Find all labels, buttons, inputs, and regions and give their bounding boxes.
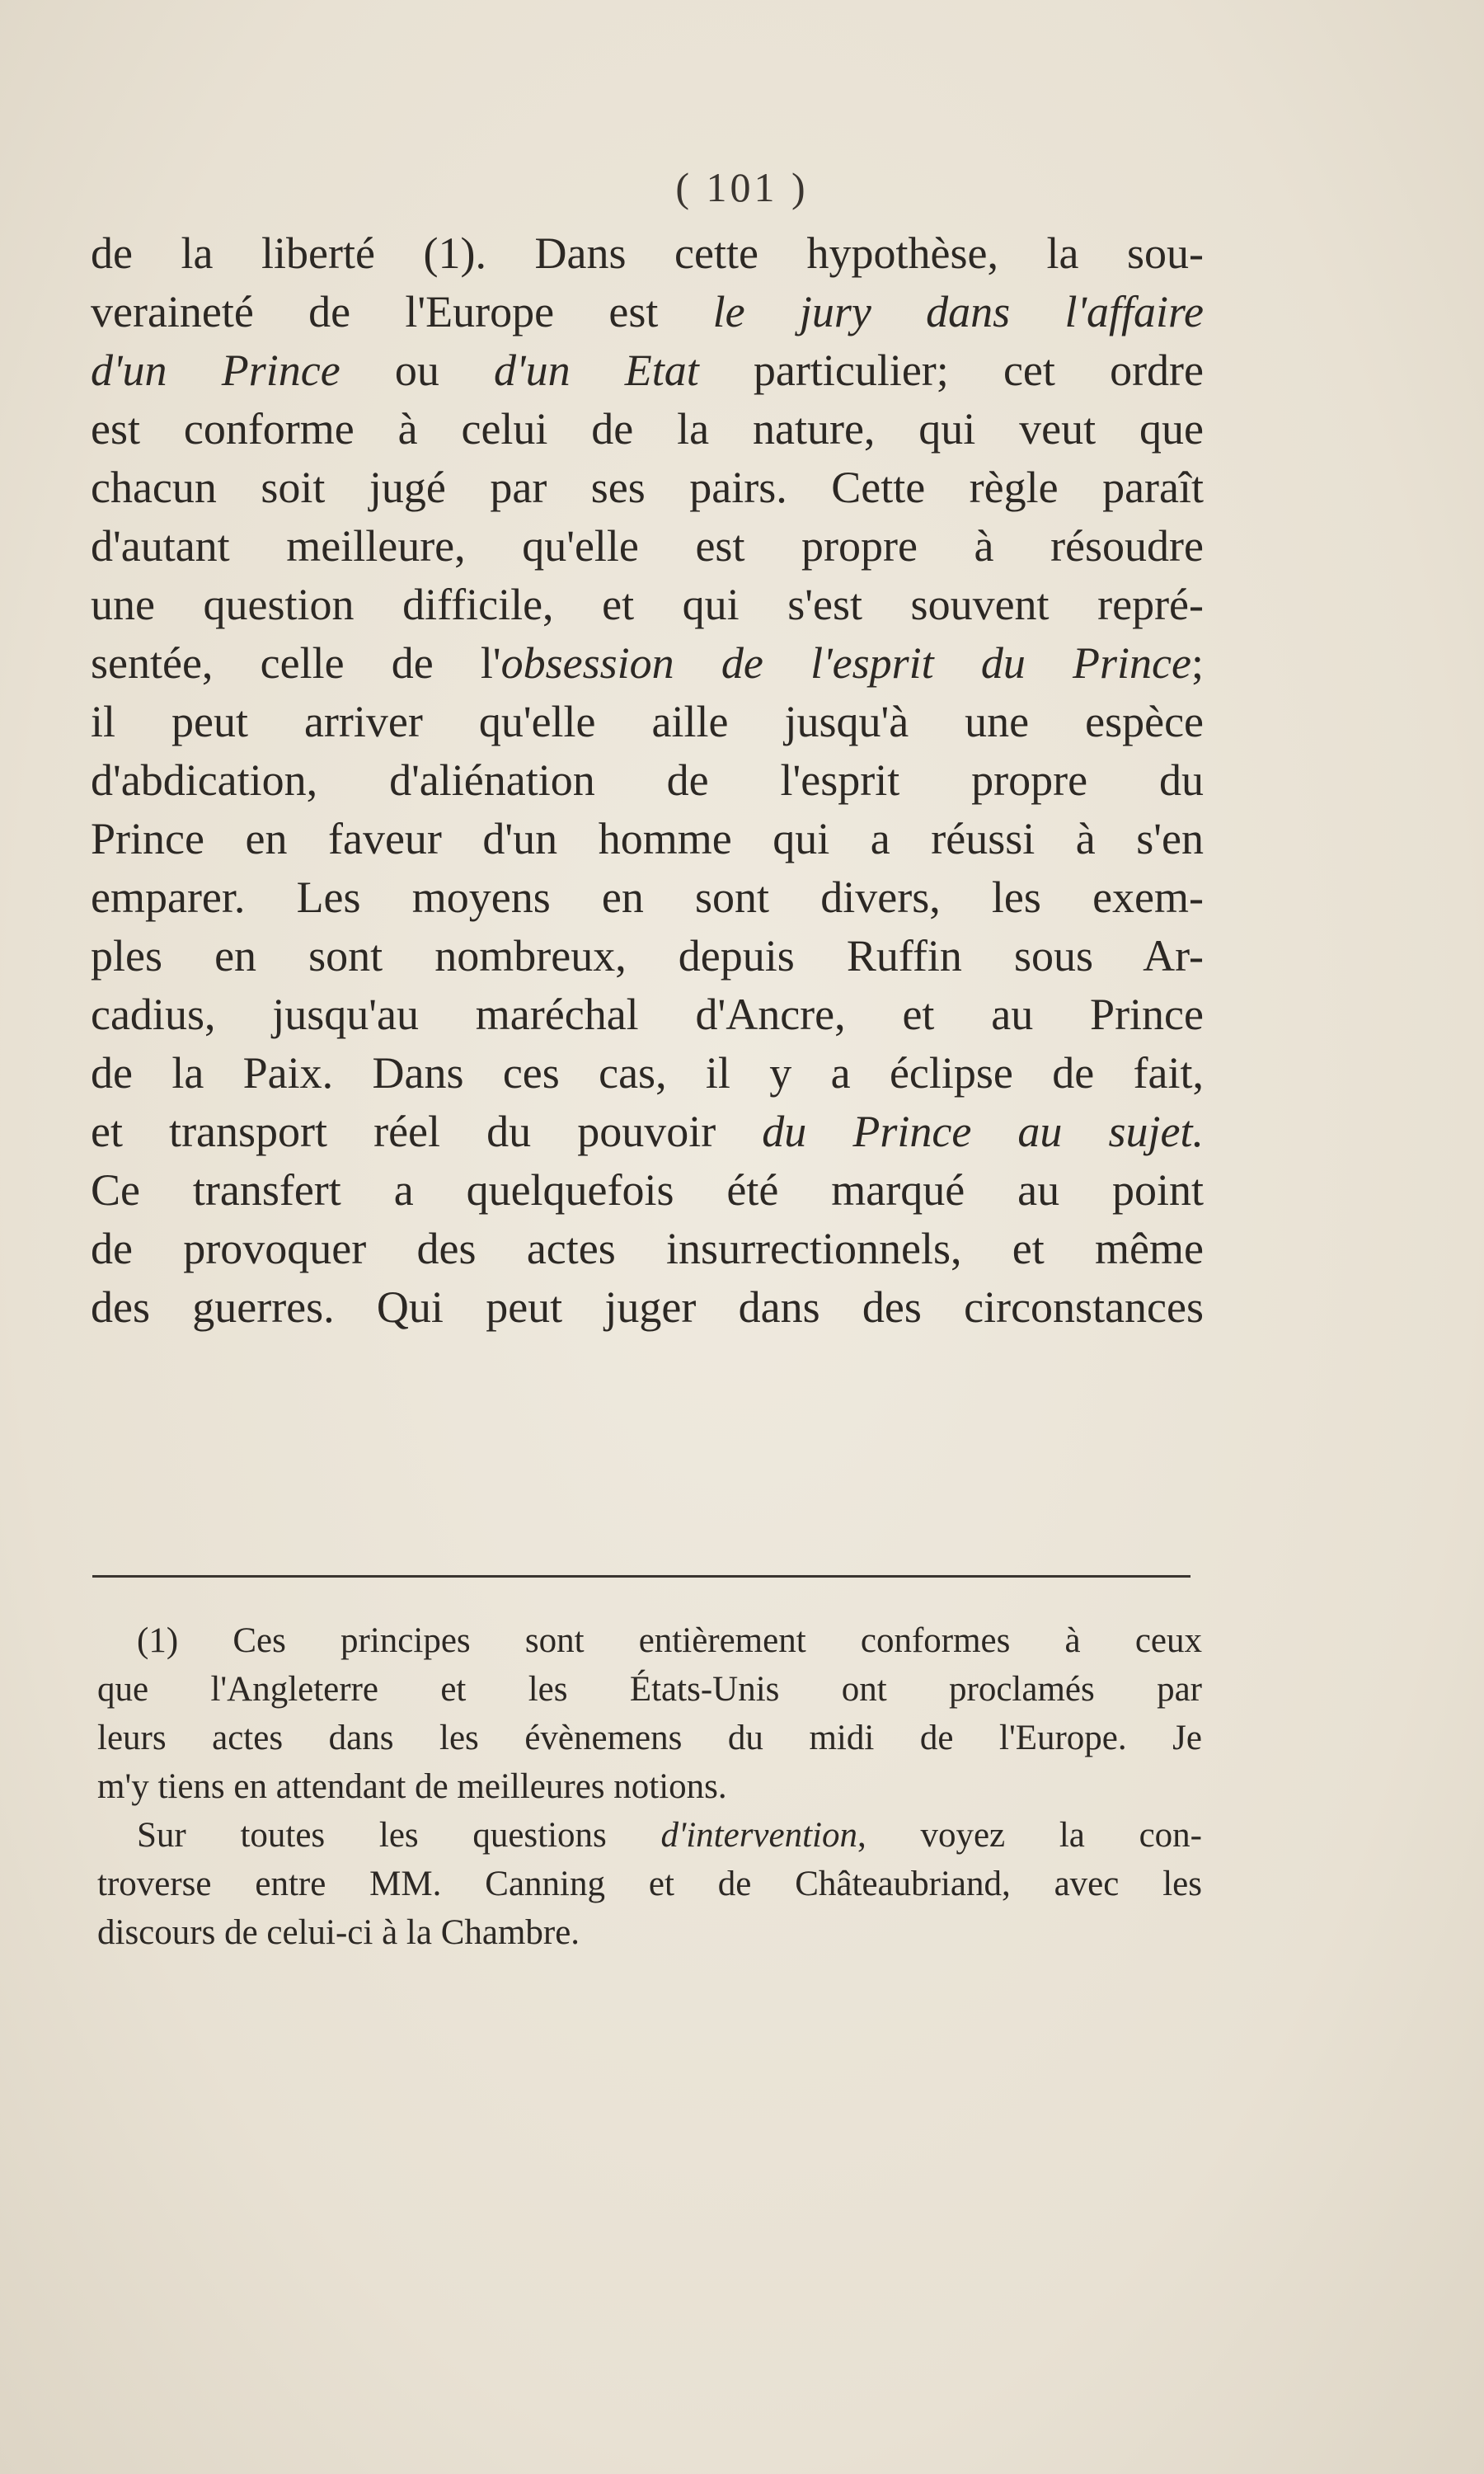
text-line: chacun soit jugé par ses pairs. Cette règle paraît (91, 463, 1204, 512)
page-number: ( 101 ) (675, 164, 809, 210)
text-line: et transport réel du pouvoir du Prince au sujet. (91, 1107, 1204, 1156)
text-line: d'abdication, d'aliénation de l'esprit propre du (91, 755, 1204, 805)
footnote-line: Sur toutes les questions d'intervention, voyez la con- (137, 1816, 1202, 1855)
text-line: veraineté de l'Europe est le jury dans l'affaire (91, 287, 1204, 336)
footnote-line: discours de celui-ci à la Chambre. (97, 1913, 580, 1952)
text-line: d'autant meilleure, qu'elle est propre à résoudre (91, 521, 1204, 571)
footnote-line: que l'Angleterre et les États-Unis ont proclamés par (97, 1670, 1202, 1709)
footnote-line: leurs actes dans les évènemens du midi de l'Europe. Je (97, 1719, 1202, 1757)
text-line: de la Paix. Dans ces cas, il y a éclipse de fait, (91, 1048, 1204, 1098)
footnote-rule (92, 1575, 1190, 1578)
footnote-line: troverse entre MM. Canning et de Châteaubriand, avec les (97, 1865, 1202, 1903)
footnote (97, 1616, 1202, 1957)
text-line: Ce transfert a quelquefois été marqué au point (91, 1165, 1204, 1215)
main-text (91, 224, 1204, 1337)
text-line: une question difficile, et qui s'est souvent repré- (91, 580, 1204, 629)
footnote-line: m'y tiens en attendant de meilleures notions. (97, 1767, 727, 1806)
text-line: sentée, celle de l'obsession de l'esprit du Prince; (91, 638, 1205, 688)
footnote-line: (1) Ces principes sont entièrement conformes à ceux (137, 1621, 1202, 1660)
text-line: des guerres. Qui peut juger dans des circonstances (91, 1282, 1204, 1332)
text-line: Prince en faveur d'un homme qui a réussi à s'en (91, 814, 1204, 863)
text-line: cadius, jusqu'au maréchal d'Ancre, et au Prince (91, 990, 1204, 1039)
text-line: ples en sont nombreux, depuis Ruffin sous Ar- (91, 931, 1204, 981)
text-line: emparer. Les moyens en sont divers, les exem- (91, 872, 1204, 922)
text-line: de provoquer des actes insurrectionnels, et même (91, 1224, 1204, 1273)
text-line: est conforme à celui de la nature, qui veut que (91, 404, 1204, 454)
text-line: de la liberté (1). Dans cette hypothèse, la sou- (91, 228, 1204, 278)
text-line: d'un Prince ou d'un Etat particulier; cet ordre (91, 346, 1204, 395)
text-line: il peut arriver qu'elle aille jusqu'à une espèce (91, 697, 1204, 746)
